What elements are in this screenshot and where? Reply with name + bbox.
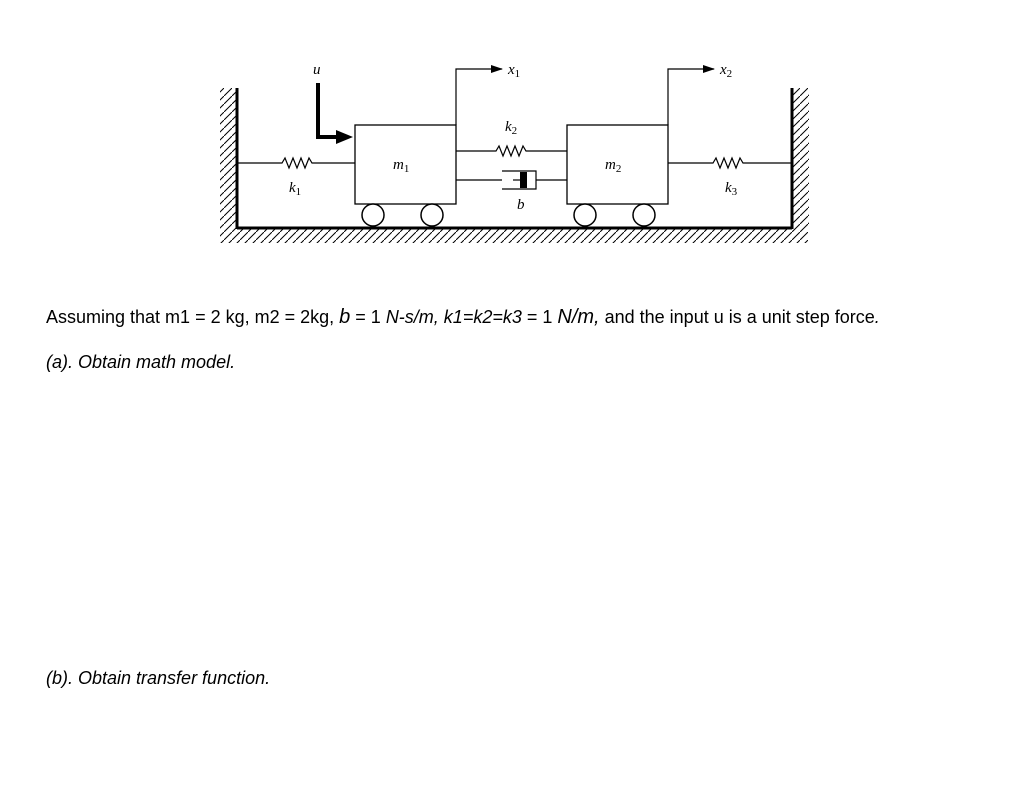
- mass-1-wheels: [362, 204, 443, 226]
- svg-text:k2: [505, 119, 517, 137]
- mass-1-subscript: 1: [403, 163, 410, 175]
- spring-k2-subscript: 2: [511, 125, 518, 137]
- damping-value: = 1: [350, 307, 386, 327]
- input-force-label: u: [313, 62, 321, 78]
- spring-k2: [456, 119, 567, 156]
- assumption-masses: Assuming that m1 = 2 kg, m2 = 2kg,: [46, 307, 340, 327]
- displacement-x2-label: x: [720, 62, 727, 78]
- spring-value: = 1: [521, 307, 558, 327]
- svg-text:k1: [289, 180, 301, 198]
- ground: [220, 228, 808, 243]
- input-force-arrow: [313, 62, 353, 144]
- statement-period: .: [874, 307, 880, 327]
- spring-k3: [668, 158, 792, 198]
- spring-k1-subscript: 1: [295, 186, 302, 198]
- mass-2-subscript: 2: [615, 163, 622, 175]
- spring-k3-subscript: 3: [731, 186, 738, 198]
- mass-spring-damper-diagram: [0, 0, 1024, 260]
- mass-2: [567, 125, 668, 204]
- displacement-x1-subscript: 1: [514, 68, 521, 80]
- spring-k3-label: k: [725, 180, 732, 196]
- displacement-x2-subscript: 2: [726, 68, 733, 80]
- damping-symbol: b: [339, 306, 351, 328]
- mass-2-wheels: [574, 204, 655, 226]
- part-a-question: (a). Obtain math model.: [46, 352, 236, 372]
- spring-k1: [237, 158, 355, 198]
- right-wall: [792, 88, 809, 229]
- svg-text:x2: [719, 62, 732, 80]
- displacement-x1-arrow: [456, 62, 520, 125]
- displacement-x2-arrow: [668, 62, 732, 125]
- mass-2-label: m: [605, 157, 616, 173]
- spring-k1-label: k: [289, 180, 296, 196]
- damper-b-label: b: [517, 197, 525, 213]
- mass-1: [355, 125, 456, 204]
- displacement-x1-label: x: [508, 62, 515, 78]
- svg-text:k3: [725, 180, 738, 198]
- left-wall: [220, 88, 237, 229]
- part-b-question: (b). Obtain transfer function.: [46, 668, 271, 688]
- input-description: and the input u is a unit step force: [599, 307, 875, 327]
- svg-text:x1: [507, 62, 520, 80]
- damping-unit-and-springs: N-s/m, k1=k2=k3: [385, 307, 522, 327]
- damper-b: [456, 171, 567, 213]
- assumption-statement: [46, 306, 880, 328]
- spring-unit: N/m,: [557, 306, 600, 328]
- spring-k2-label: k: [505, 119, 512, 135]
- mass-1-label: m: [393, 157, 404, 173]
